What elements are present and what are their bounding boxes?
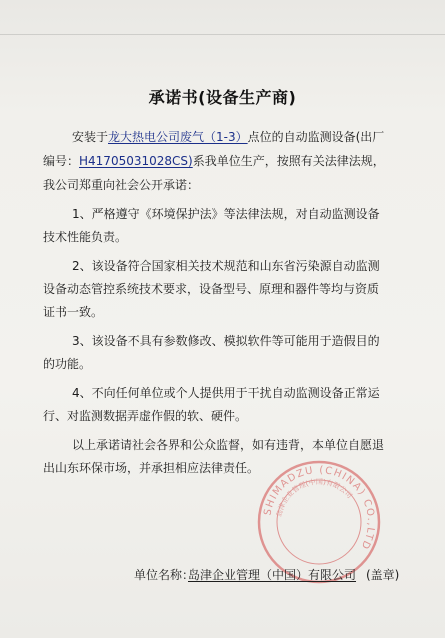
intro-line-1 xyxy=(72,128,384,146)
signature-seal-note: (盖章) xyxy=(366,568,400,582)
item-3-line-1: 3、该设备不具有参数修改、模拟软件等可能用于造假目的 xyxy=(72,334,380,348)
installation-site-fill: 龙大热电公司废气（1-3） xyxy=(108,130,248,144)
intro-text: 系我单位生产，按照有关法律法规， xyxy=(192,154,385,168)
item-2-line-3: 证书一致。 xyxy=(43,305,104,319)
signature-company: 岛津企业管理（中国）有限公司 xyxy=(188,568,357,582)
closing-line-2: 出山东环保市场，并承担相应法律责任。 xyxy=(43,461,260,475)
intro-line-2 xyxy=(43,152,385,170)
closing-line-1: 以上承诺请社会各界和公众监督，如有违背，本单位自愿退 xyxy=(72,438,385,452)
intro-line-3: 我公司郑重向社会公开承诺： xyxy=(43,178,200,192)
intro-text: 编号： xyxy=(43,154,80,168)
item-4-line-2: 行、对监测数据弄虚作假的软、硬件。 xyxy=(43,409,248,423)
seal-ring-text: SHIMADZU (CHINA) CO.,LTD xyxy=(262,464,377,552)
item-3-line-2: 的功能。 xyxy=(43,357,92,371)
seal-inner-text: 岛津企业管理(中国)有限公司 xyxy=(275,477,354,518)
intro-text: 点位的自动监测设备(出厂 xyxy=(247,130,385,144)
serial-number-fill: H41705031028CS) xyxy=(79,154,193,168)
intro-text: 安装于 xyxy=(72,130,109,144)
item-1-line-2: 技术性能负责。 xyxy=(43,230,128,244)
item-1-line-1: 1、严格遵守《环境保护法》等法律法规，对自动监测设备 xyxy=(72,207,380,221)
document-title: 承诺书(设备生产商) xyxy=(148,88,297,107)
signature-label: 单位名称： xyxy=(134,568,195,582)
item-2-line-2: 设备动态管控系统技术要求，设备型号、原理和器件等均与资质 xyxy=(43,282,380,296)
item-2-line-1: 2、该设备符合国家相关技术规范和山东省污染源自动监测 xyxy=(72,259,380,273)
paper-fold-line xyxy=(0,34,445,35)
item-4-line-1: 4、不向任何单位或个人提供用于干扰自动监测设备正常运 xyxy=(72,386,380,400)
